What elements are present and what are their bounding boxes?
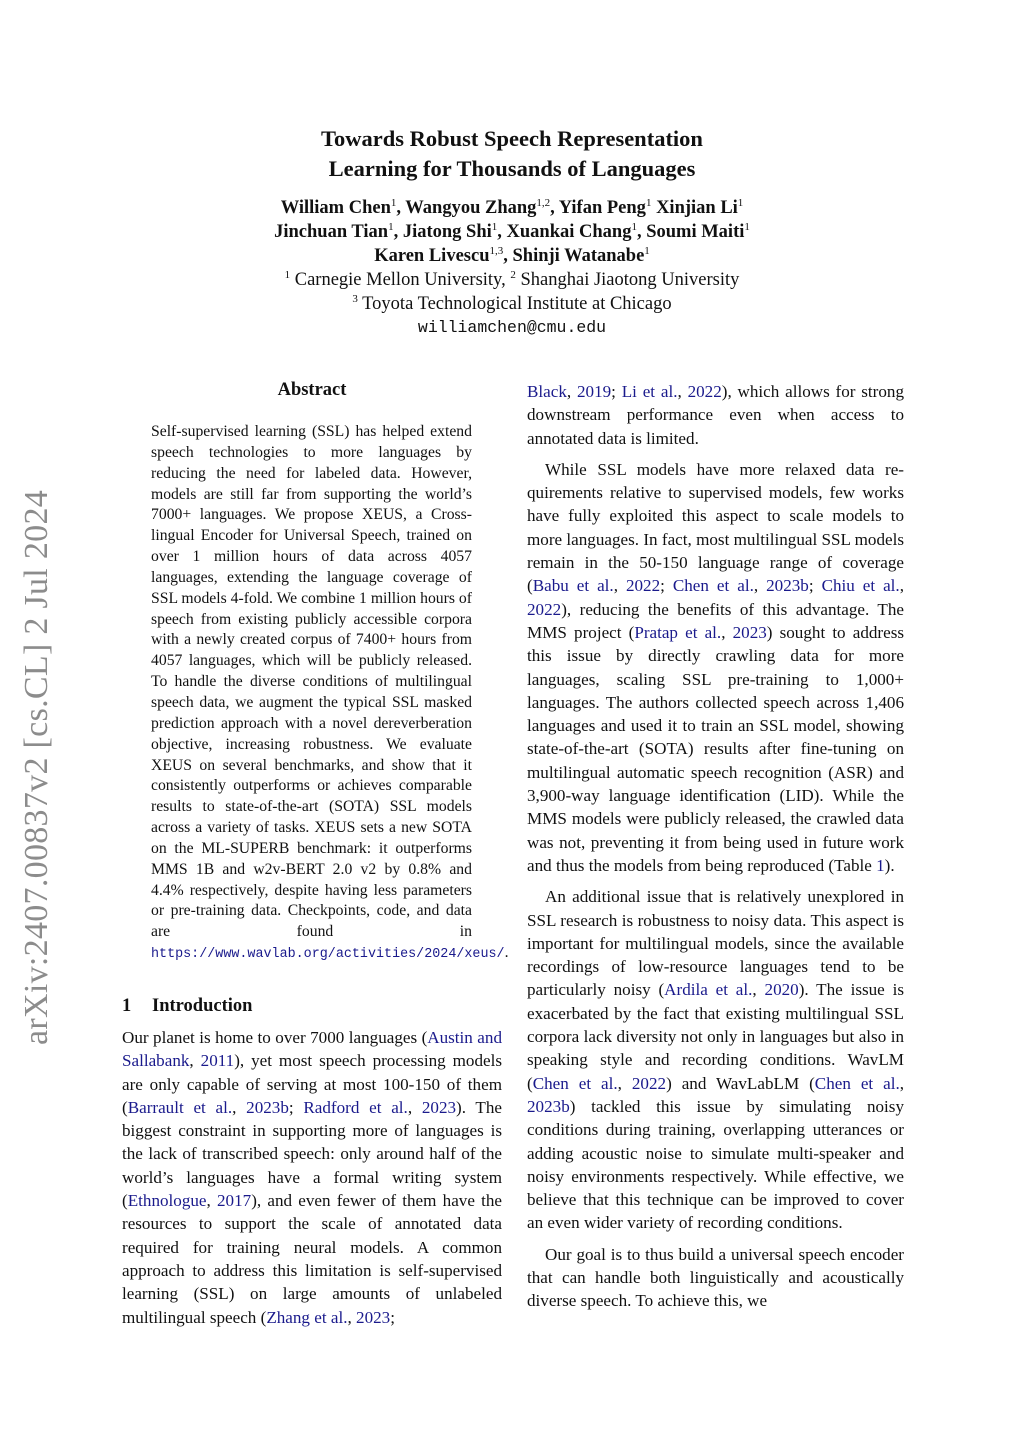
text-run: , bbox=[232, 1097, 247, 1117]
intro-paragraph-4 bbox=[527, 1243, 904, 1313]
citation-link[interactable]: Radford et al. bbox=[303, 1097, 408, 1117]
author-affiliation-marker: 1,2 bbox=[536, 196, 551, 209]
title-line-1: Towards Robust Speech Representation bbox=[321, 126, 703, 151]
text-run: , bbox=[189, 1051, 201, 1071]
citation-link[interactable]: Chen et al. bbox=[814, 1073, 900, 1093]
author-affiliation-marker: 1 bbox=[491, 220, 498, 233]
intro-paragraph-2 bbox=[527, 458, 904, 877]
text-run: , bbox=[566, 382, 577, 401]
citation-link[interactable]: 2023b bbox=[246, 1097, 289, 1117]
abstract-body: Self-supervised learning (SSL) has helped extend speech technologies to more languages by reducing the need for labeled data. However, models are still far from supporting the world’s 7000+ languages. We propose XEUS, a Cross-lingual Encoder for Universal Speech, trained on over 1 million hours of data across 4057 languages, extending the language coverage of SSL models 4-fold. We combine 1 million hours of speech from existing publicly accessible corpora with a newly created corpus of 7400+ hours from 4057 languages, which will be publicly released. To handle the diverse conditions of multilingual speech data, we augment the typical SSL masked prediction approach with a novel dereverberation objective, increasing robustness. We evaluate XEUS on several benchmarks, and show that it consistently outperforms or achieves comparable results to state-of-the-art (SOTA) SSL models across a variety of tasks. XEUS sets a new SOTA on the ML-SUPERB benchmark: it outperforms MMS 1B and w2v-BERT 2.0 v2 by 0.8% and 4.4% respectively, despite having less parameters or pre-training data. Checkpoints, code, and data are found in bbox=[151, 423, 472, 941]
right-column bbox=[527, 380, 904, 1313]
project-url-link[interactable]: https://www.wavlab.org/activities/2024/xeus/ bbox=[151, 947, 505, 963]
text-run: ; bbox=[611, 382, 622, 401]
text-run: ; bbox=[288, 1097, 304, 1117]
citation-link[interactable]: 2023b bbox=[766, 576, 809, 596]
citation-link[interactable]: 2022 bbox=[625, 576, 661, 596]
text-run: ). The issue is exacerbated by the fact that existing multilingual SSL corpora lack diversity not only in languages but also in speaking style and recording conditions. WavLM ( bbox=[527, 980, 904, 1093]
text-run: ), reducing the benefits of this advantage. The MMS project ( bbox=[527, 599, 904, 642]
author-name: Wangyou Zhang bbox=[405, 198, 537, 218]
citation-link[interactable]: 2022 bbox=[687, 382, 722, 401]
citation-link[interactable]: Pratap et al. bbox=[634, 622, 722, 642]
text-run: , bbox=[753, 576, 767, 596]
author-affiliation-marker: 1 bbox=[744, 220, 750, 233]
citation-link[interactable]: 2023 bbox=[732, 622, 767, 642]
citation-link[interactable]: Zhang et al. bbox=[266, 1307, 348, 1327]
text-run: , bbox=[677, 382, 688, 401]
author-name: Jiatong Shi bbox=[402, 222, 492, 242]
text-run: , bbox=[721, 622, 733, 642]
author-affiliation-marker: 1 bbox=[631, 220, 637, 233]
citation-link[interactable]: 2019 bbox=[576, 382, 612, 401]
citation-link[interactable]: Black bbox=[527, 382, 567, 401]
text-run: ). The biggest constraint in supporting more of languages is the lack of transcribed speech: only around half of the world’s languages have a formal writing system ( bbox=[122, 1097, 503, 1211]
citation-link[interactable]: 2022 bbox=[527, 599, 562, 619]
section-number: 1 bbox=[122, 995, 132, 1016]
author-line-3: Karen Livescu$^{1,3}$, Shinji Watanabe$^1$ bbox=[374, 244, 650, 266]
citation-link[interactable]: 2022 bbox=[631, 1073, 667, 1093]
author-affiliation-marker: 1 bbox=[644, 244, 650, 257]
author-affiliation-marker: 1 bbox=[390, 196, 397, 209]
text-run: , bbox=[347, 1307, 357, 1327]
title-line-2: Learning for Thousands of Languages bbox=[328, 156, 696, 181]
citation-link[interactable]: 2011 bbox=[200, 1051, 235, 1071]
citation-link[interactable]: Ardila et al. bbox=[664, 980, 753, 1000]
intro-paragraph-1-continued bbox=[527, 380, 904, 450]
table-reference-link[interactable]: 1 bbox=[876, 855, 885, 875]
author-affiliation-marker: 1 bbox=[645, 196, 652, 209]
section-title: Introduction bbox=[152, 995, 253, 1016]
author-affiliation-marker: 1,3 bbox=[489, 244, 504, 257]
citation-link[interactable]: Chen et al. bbox=[672, 576, 754, 596]
text-run: While SSL models have more relaxed data requirements relative to supervised models, few works have fully exploited this aspect to scale models to more languages. In fact, most multilingual SSL models remain in the 50-150 language range of coverage ( bbox=[527, 459, 904, 596]
intro-paragraph-1 bbox=[122, 1026, 502, 1329]
author-line-1: William Chen$^1$, Wangyou Zhang$^{1,2}$, Yifan Peng$^1$ Xinjian Li$^1$ bbox=[280, 196, 744, 218]
text-run: , bbox=[752, 980, 765, 1000]
author-name: William Chen bbox=[280, 198, 391, 218]
section-heading-introduction bbox=[122, 994, 502, 1018]
citation-link[interactable]: Chen et al. bbox=[532, 1073, 618, 1093]
author-name: Soumi Maiti bbox=[646, 222, 745, 242]
citation-link[interactable]: 2017 bbox=[217, 1191, 252, 1211]
text-run: An additional issue that is relatively unexplored in SSL research is robustness to noisy data. This aspect is important for multilingual models, since the available recordings of low-resource languages tend to be particularly noisy ( bbox=[527, 887, 904, 1000]
abstract-heading: Abstract bbox=[277, 380, 347, 400]
citation-link[interactable]: 2023 bbox=[421, 1097, 457, 1117]
affiliation-name: Shanghai Jiaotong University bbox=[520, 270, 740, 290]
contact-email[interactable]: williamchen@cmu.edu bbox=[417, 318, 607, 337]
citation-link[interactable]: Chiu et al. bbox=[821, 576, 900, 596]
citation-link[interactable]: Ethnologue bbox=[127, 1191, 207, 1211]
affiliation-marker: 1 bbox=[284, 268, 291, 281]
abstract-end: . bbox=[504, 944, 509, 962]
affiliation-line-2 bbox=[0, 292, 1024, 316]
citation-link[interactable]: 2023b bbox=[527, 1096, 570, 1116]
text-run: , bbox=[407, 1097, 422, 1117]
paper-header bbox=[0, 124, 1024, 340]
text-run: ; bbox=[390, 1307, 395, 1327]
affiliation-marker: 3 bbox=[352, 292, 358, 305]
text-run: ) and WavLabLM ( bbox=[666, 1073, 815, 1093]
author-affiliation-marker: 1 bbox=[737, 196, 744, 209]
paper-title bbox=[0, 124, 1024, 184]
text-run: ), and even fewer of them have the resources to support the scale of annotated data required for training neural models. A common approach to address this limitation is self-supervised learning (SSL) on large amounts of unlabeled multilingual speech ( bbox=[122, 1191, 502, 1327]
citation-link[interactable]: Li et al. bbox=[621, 382, 678, 401]
abstract-text bbox=[151, 422, 509, 966]
author-name: Shinji Watanabe bbox=[512, 246, 645, 266]
citation-link[interactable]: 2023 bbox=[356, 1307, 391, 1327]
text-run: ; bbox=[808, 576, 822, 596]
author-name: Karen Livescu bbox=[374, 246, 490, 266]
text-run: ). bbox=[884, 855, 895, 875]
author-list bbox=[0, 196, 1024, 268]
affiliation-name: Carnegie Mellon University, bbox=[294, 270, 506, 290]
intro-paragraph-3 bbox=[527, 885, 904, 1234]
author-name: Xinjian Li bbox=[656, 198, 738, 218]
author-name: Yifan Peng bbox=[558, 198, 646, 218]
citation-link[interactable]: Austin and Sallabank bbox=[122, 1027, 502, 1071]
affiliation-line-1 bbox=[0, 268, 1024, 292]
text-run: ), which allows for strong downstream performance even when access to annotated data is limited. bbox=[527, 382, 905, 448]
citation-link[interactable]: Babu et al. bbox=[532, 576, 614, 596]
author-line-2: Jinchuan Tian$^1$, Jiatong Shi$^1$, Xuankai Chang$^1$, Soumi Maiti$^1$ bbox=[274, 220, 750, 242]
text-run: , bbox=[206, 1191, 217, 1211]
left-column bbox=[122, 378, 509, 1329]
author-name: Xuankai Chang bbox=[506, 222, 632, 242]
text-run: , bbox=[613, 576, 626, 596]
citation-link[interactable]: 2020 bbox=[764, 980, 799, 1000]
text-run: ) sought to address this issue by directly crawling data for more languages, scaling SSL pre-training to 1,000+ languages. The authors collected speech across 1,406 languages and used it to train an SSL model, showing state-of-the-art (SOTA) results after fine-tuning on multilingual automatic speech recognition (ASR) and 3,900-way language identification (LID). While the MMS models were publicly released, the crawled data was not, preventing it from being used in future work and thus the models from being reproduced (Table bbox=[527, 622, 904, 875]
text-run: , bbox=[617, 1073, 632, 1093]
arxiv-identifier-stamp: arXiv:2407.00837v2 [cs.CL] 2 Jul 2024 bbox=[18, 489, 55, 1045]
text-run: ), yet most speech processing models are only capable of serving at most 100-150 of them ( bbox=[122, 1051, 502, 1117]
text-run: , bbox=[899, 1073, 905, 1093]
affiliation-name: Toyota Technological Institute at Chicago bbox=[362, 294, 672, 314]
text-run: , bbox=[899, 576, 904, 596]
author-name: Jinchuan Tian bbox=[274, 222, 389, 242]
text-run: ) tackled this issue by simulating noisy conditions during training, overlapping utterances or adding acoustic noise to simulate multi-speaker and noisy environments respectively. While effective, we believe that this technique can be improved to cover an even wider variety of recording conditions. bbox=[527, 1096, 904, 1233]
text-run: Our planet is home to over 7000 languages ( bbox=[122, 1027, 428, 1047]
affiliation-marker: 2 bbox=[510, 268, 516, 281]
text-run: Our goal is to thus build a universal speech encoder that can handle both linguistically and acoustically diverse speech. To achieve this, we bbox=[527, 1244, 904, 1311]
author-affiliation-marker: 1 bbox=[388, 220, 394, 233]
citation-link[interactable]: Barrault et al. bbox=[127, 1097, 233, 1117]
text-run: ; bbox=[660, 576, 673, 596]
